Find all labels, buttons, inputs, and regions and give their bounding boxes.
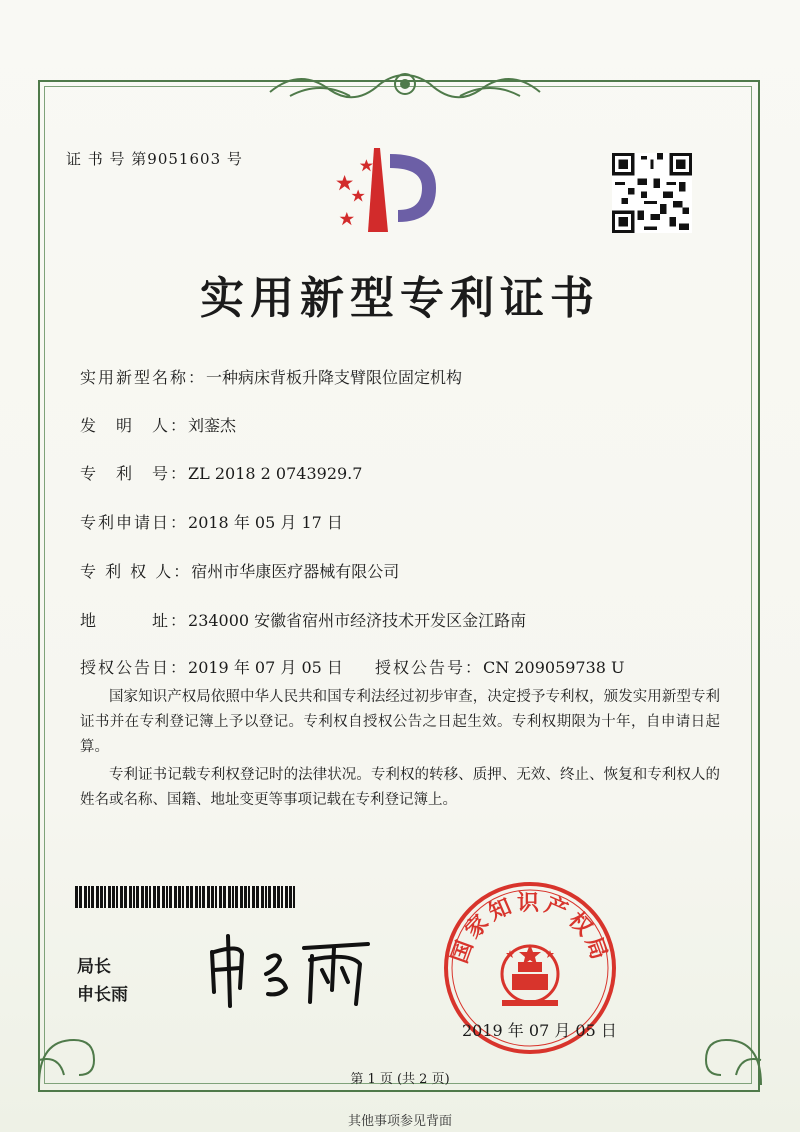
- qr-code-icon: [612, 153, 692, 233]
- field-utility-model-name: [80, 365, 462, 388]
- field-value: 2019 年 07 月 05 日: [188, 658, 343, 677]
- field-value: 宿州市华康医疗器械有限公司: [191, 562, 400, 581]
- field-label: 专 利 号：: [80, 464, 189, 483]
- field-grant-announcement-date: [80, 655, 343, 678]
- seal-date: 2019 年 07 月 05 日: [462, 1021, 617, 1040]
- legal-paragraph: 专利证书记载专利权登记时的法律状况。专利权的转移、质押、无效、终止、恢复和专利权人的姓名或名称、国籍、地址变更等事项记载在专利登记簿上。: [80, 767, 720, 808]
- field-label: 专 利 权 人：: [80, 562, 192, 581]
- signatory-name: 申长雨: [77, 985, 128, 1005]
- field-address: [80, 608, 526, 631]
- field-value: CN 209059738 U: [483, 658, 625, 677]
- field-patentee: [80, 559, 399, 582]
- field-label: 授权公告号：: [375, 658, 484, 677]
- certificate-title: 实用新型专利证书: [200, 273, 600, 324]
- top-ornament-icon: [260, 62, 550, 106]
- field-value: 234000 安徽省宿州市经济技术开发区金江路南: [188, 611, 527, 630]
- signatory-role: 局长: [77, 957, 111, 977]
- field-patent-number: [80, 461, 362, 484]
- field-value: ZL 2018 2 0743929.7: [188, 464, 363, 483]
- cnipa-logo-icon: [318, 140, 448, 240]
- field-grant-announcement-number: [375, 655, 625, 678]
- handwritten-signature-icon: [200, 930, 380, 1010]
- certificate-number: 证 书 号 第9051603 号: [66, 150, 243, 168]
- field-label: 专利申请日：: [80, 513, 189, 532]
- field-label: 地 址：: [80, 611, 189, 630]
- field-label: 实用新型名称：: [80, 368, 207, 387]
- field-value: 2018 年 05 月 17 日: [188, 513, 343, 532]
- barcode-icon: [75, 886, 295, 908]
- field-value: 刘銮杰: [188, 416, 237, 435]
- field-label: 发 明 人：: [80, 416, 189, 435]
- field-application-date: [80, 510, 343, 533]
- field-value: 一种病床背板升降支臂限位固定机构: [206, 368, 463, 387]
- page-number: 第 1 页 (共 2 页): [350, 1072, 450, 1087]
- footer-note: 其他事项参见背面: [347, 1114, 452, 1129]
- field-inventor: [80, 413, 236, 436]
- legal-paragraph: 国家知识产权局依照中华人民共和国专利法经过初步审查，决定授予专利权，颁发实用新型专利证书并在专利登记簿上予以登记。专利权自授权公告之日起生效。专利权期限为十年，自申请日起算。: [80, 689, 720, 755]
- seal-text: 国家知识产权局: [447, 891, 613, 967]
- field-label: 授权公告日：: [80, 658, 189, 677]
